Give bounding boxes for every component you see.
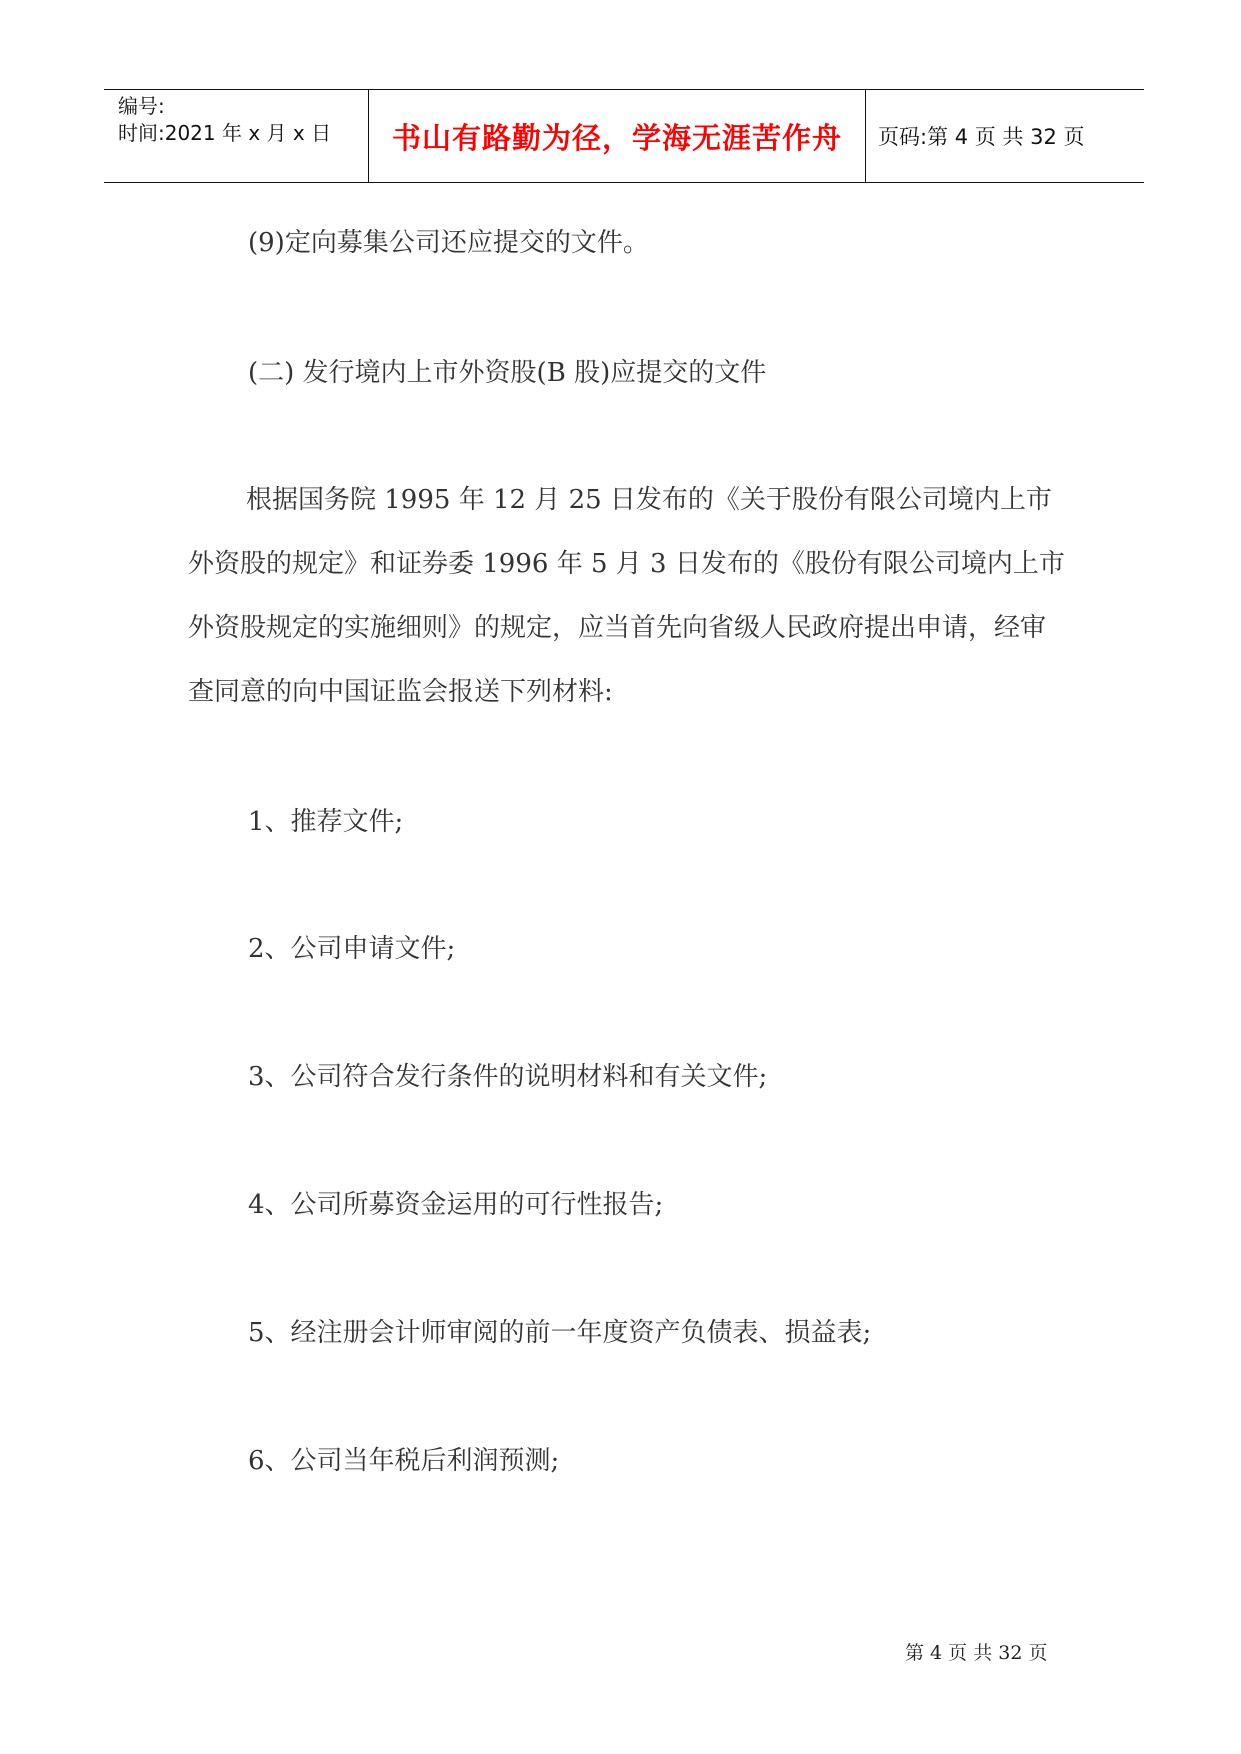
- motto: 书山有路勤为径，学海无涯苦作舟: [391, 120, 842, 155]
- header-meta: [104, 90, 369, 182]
- list-item: 5、经注册会计师审阅的前一年度资产负债表、损益表;: [248, 1318, 872, 1348]
- list-item: 4、公司所募资金运用的可行性报告;: [248, 1190, 664, 1220]
- list-item: 1、推荐文件;: [248, 807, 404, 837]
- list-item: 2、公司申请文件;: [248, 934, 456, 964]
- page-header: [104, 89, 1144, 183]
- time-label: 时间:2021 年 x 月 x 日: [118, 121, 332, 145]
- list-item: 6、公司当年税后利润预测;: [248, 1446, 560, 1476]
- section-heading-b-shares: (二) 发行境内上市外资股(B 股)应提交的文件: [248, 358, 767, 388]
- page-footer: 第 4 页 共 32 页: [905, 1642, 1048, 1664]
- header-page-label: 页码:第 4 页 共 32 页: [878, 125, 1085, 149]
- regulation-paragraph-block: [188, 468, 1068, 724]
- header-page-cell: [866, 90, 1144, 182]
- list-item: 3、公司符合发行条件的说明材料和有关文件;: [248, 1062, 768, 1092]
- item-9: (9)定向募集公司还应提交的文件。: [248, 228, 649, 258]
- header-motto-cell: [369, 90, 866, 182]
- regulation-paragraph: 根据国务院 1995 年 12 月 25 日发布的《关于股份有限公司境内上市外资股的规定》和证券委 1996 年 5 月 3 日发布的《股份有限公司境内上市外资股规定的实施细则》的规定，应当首先向省级人民政府提出申请，经审查同意的向中国证监会报送下列材料:: [188, 485, 1065, 707]
- serial-label: 编号:: [118, 94, 165, 118]
